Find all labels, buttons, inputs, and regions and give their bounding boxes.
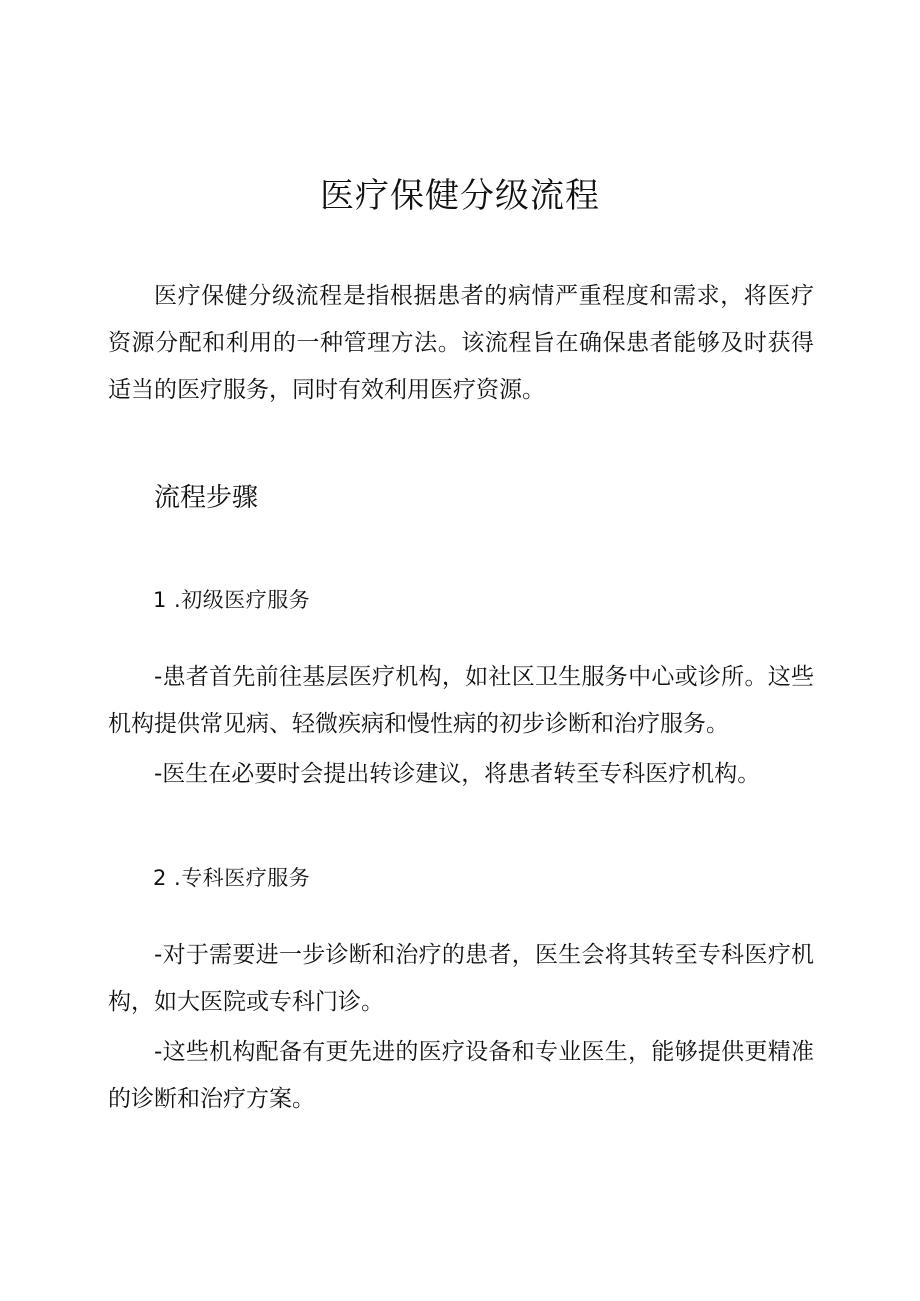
intro-paragraph: 医疗保健分级流程是指根据患者的病情严重程度和需求，将医疗资源分配和利用的一种管理方法。该流程旨在确保患者能够及时获得适当的医疗服务，同时有效利用医疗资源。: [108, 283, 814, 403]
step-2-point-2: -这些机构配备有更先进的医疗设备和专业医生，能够提供更精准的诊断和治疗方案。: [108, 1039, 814, 1112]
step-1-title: 1 .初级医疗服务: [153, 588, 311, 612]
step-1-point-1: -患者首先前往基层医疗机构，如社区卫生服务中心或诊所。这些机构提供常见病、轻微疾病和慢性病的初步诊断和治疗服务。: [108, 664, 814, 737]
step-1-point-2: -医生在必要时会提出转诊建议，将患者转至专科医疗机构。: [154, 761, 761, 787]
section-heading: 流程步骤: [154, 483, 259, 513]
step-2-point-1: -对于需要进一步诊断和治疗的患者，医生会将其转至专科医疗机构，如大医院或专科门诊。: [108, 942, 814, 1015]
document-title: 医疗保健分级流程: [320, 176, 600, 216]
step-2-title: 2 .专科医疗服务: [153, 866, 311, 890]
